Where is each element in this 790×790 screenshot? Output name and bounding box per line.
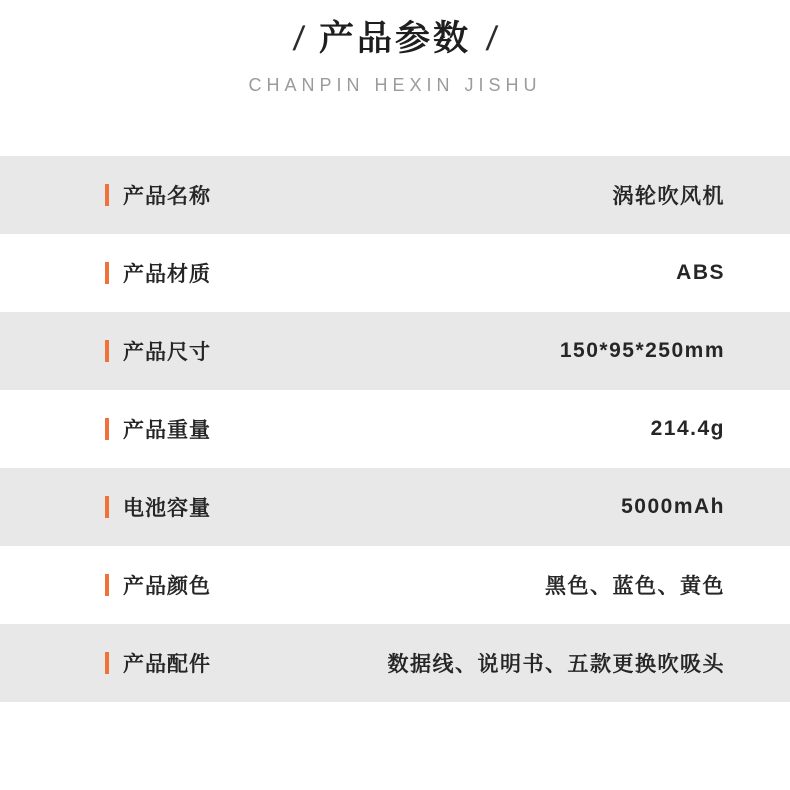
- right-slash-decoration: /: [484, 20, 500, 59]
- row-value: 黑色、蓝色、黄色: [545, 574, 725, 598]
- accent-bar-icon: [105, 652, 109, 674]
- row-label: 产品颜色: [123, 574, 211, 598]
- left-slash-decoration: /: [290, 20, 306, 59]
- accent-bar-icon: [105, 418, 109, 440]
- row-label: 产品重量: [123, 418, 211, 442]
- table-row: [0, 468, 790, 546]
- accent-bar-icon: [105, 184, 109, 206]
- row-value: 5000mAh: [621, 494, 725, 518]
- page-title: 产品参数: [318, 19, 471, 58]
- row-label: 产品材质: [123, 262, 211, 286]
- row-label-cell: [0, 492, 310, 522]
- row-label: 产品尺寸: [123, 340, 211, 364]
- row-label-cell: [0, 258, 310, 288]
- title-row: [0, 20, 790, 59]
- row-value: ABS: [676, 260, 725, 284]
- table-row: [0, 156, 790, 234]
- row-value: 数据线、说明书、五款更换吹吸头: [387, 652, 725, 676]
- page-subtitle: CHANPIN HEXIN JISHU: [248, 74, 542, 95]
- table-row: [0, 624, 790, 702]
- row-value: 涡轮吹风机: [612, 184, 725, 208]
- table-row: [0, 390, 790, 468]
- accent-bar-icon: [105, 340, 109, 362]
- row-value: 150*95*250mm: [559, 338, 725, 362]
- row-label: 产品名称: [123, 184, 211, 208]
- page-header: [0, 0, 790, 96]
- accent-bar-icon: [105, 574, 109, 596]
- row-label-cell: [0, 180, 310, 210]
- table-row: [0, 312, 790, 390]
- row-label-cell: [0, 648, 310, 678]
- row-label: 电池容量: [123, 496, 211, 520]
- spec-table: [0, 156, 790, 702]
- accent-bar-icon: [105, 496, 109, 518]
- row-label-cell: [0, 414, 310, 444]
- accent-bar-icon: [105, 262, 109, 284]
- table-row: [0, 234, 790, 312]
- table-row: [0, 546, 790, 624]
- row-label-cell: [0, 336, 310, 366]
- row-value: 214.4g: [650, 416, 725, 440]
- row-label: 产品配件: [123, 652, 211, 676]
- row-label-cell: [0, 570, 310, 600]
